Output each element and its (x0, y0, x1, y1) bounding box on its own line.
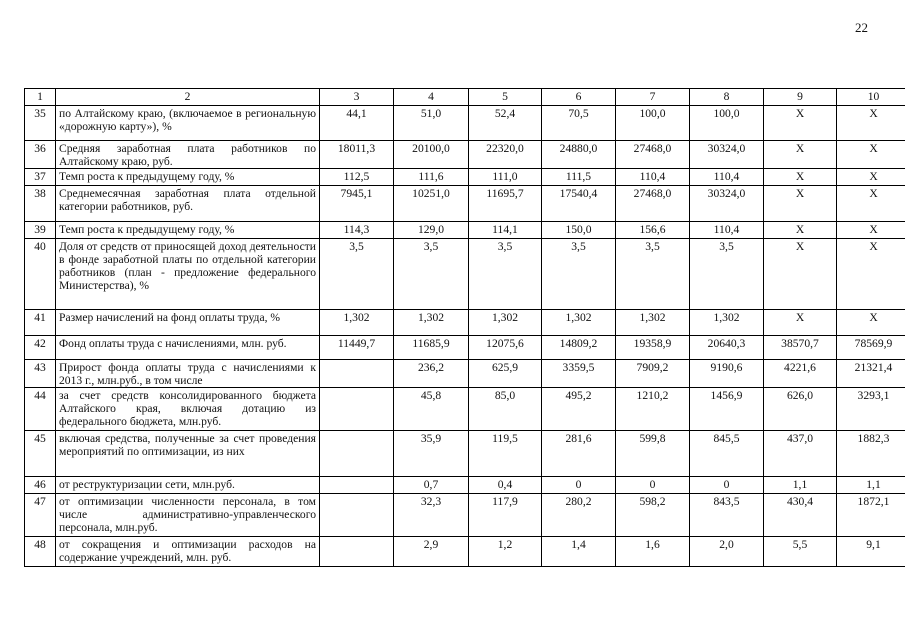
value-cell: 119,5 (469, 431, 542, 477)
value-cell: 30324,0 (690, 141, 764, 169)
column-header: 10 (837, 89, 905, 106)
value-cell: X (837, 106, 905, 141)
table-row (25, 360, 905, 388)
value-cell: X (837, 141, 905, 169)
value-cell: 35,9 (394, 431, 469, 477)
value-cell: 437,0 (764, 431, 837, 477)
value-cell: 3293,1 (837, 388, 905, 431)
value-cell: 10251,0 (394, 186, 469, 222)
value-cell: 281,6 (542, 431, 616, 477)
value-cell: 1,302 (690, 310, 764, 336)
value-cell: X (764, 106, 837, 141)
row-number: 48 (25, 537, 56, 567)
value-cell: 12075,6 (469, 336, 542, 360)
value-cell: 110,4 (616, 169, 690, 186)
value-cell: 626,0 (764, 388, 837, 431)
value-cell: 150,0 (542, 222, 616, 239)
row-label: от реструктуризации сети, млн.руб. (56, 477, 320, 494)
data-table (24, 88, 905, 567)
table-row (25, 477, 905, 494)
value-cell: 17540,4 (542, 186, 616, 222)
value-cell: X (837, 169, 905, 186)
value-cell: 1,302 (394, 310, 469, 336)
row-number: 36 (25, 141, 56, 169)
table-row (25, 239, 905, 310)
table-row (25, 431, 905, 477)
row-number: 44 (25, 388, 56, 431)
value-cell: 0,7 (394, 477, 469, 494)
value-cell: 9190,6 (690, 360, 764, 388)
value-cell: 599,8 (616, 431, 690, 477)
table-row (25, 336, 905, 360)
value-cell: 0 (616, 477, 690, 494)
value-cell (320, 431, 394, 477)
value-cell: 30324,0 (690, 186, 764, 222)
value-cell: 598,2 (616, 494, 690, 537)
row-number: 35 (25, 106, 56, 141)
value-cell: 20640,3 (690, 336, 764, 360)
table-row (25, 222, 905, 239)
column-header: 6 (542, 89, 616, 106)
row-label: Темп роста к предыдущему году, % (56, 222, 320, 239)
value-cell: 52,4 (469, 106, 542, 141)
value-cell: 85,0 (469, 388, 542, 431)
value-cell: X (764, 186, 837, 222)
value-cell: 78569,9 (837, 336, 905, 360)
value-cell: 1,4 (542, 537, 616, 567)
row-label: от оптимизации численности персонала, в том числе административно-управленческого персонала, млн.руб. (56, 494, 320, 537)
value-cell: 111,5 (542, 169, 616, 186)
value-cell: 0,4 (469, 477, 542, 494)
table-row (25, 106, 905, 141)
value-cell: 117,9 (469, 494, 542, 537)
table-row (25, 310, 905, 336)
value-cell: 1,6 (616, 537, 690, 567)
value-cell: X (837, 310, 905, 336)
value-cell: 14809,2 (542, 336, 616, 360)
value-cell: 38570,7 (764, 336, 837, 360)
value-cell: 22320,0 (469, 141, 542, 169)
row-number: 40 (25, 239, 56, 310)
value-cell: 430,4 (764, 494, 837, 537)
value-cell: 3,5 (469, 239, 542, 310)
row-number: 45 (25, 431, 56, 477)
column-header: 4 (394, 89, 469, 106)
value-cell: 845,5 (690, 431, 764, 477)
value-cell: 3,5 (616, 239, 690, 310)
value-cell: 1,1 (764, 477, 837, 494)
value-cell: X (764, 222, 837, 239)
value-cell: 11695,7 (469, 186, 542, 222)
table-row (25, 169, 905, 186)
row-label: Темп роста к предыдущему году, % (56, 169, 320, 186)
value-cell: 112,5 (320, 169, 394, 186)
row-label: Доля от средств от приносящей доход деятельности в фонде заработной платы по отдельной категории работников (план - предложение федерального Министерства), % (56, 239, 320, 310)
value-cell: 27468,0 (616, 141, 690, 169)
value-cell: 11449,7 (320, 336, 394, 360)
value-cell (320, 537, 394, 567)
value-cell: 1,1 (837, 477, 905, 494)
value-cell: 21321,4 (837, 360, 905, 388)
row-number: 42 (25, 336, 56, 360)
value-cell: 4221,6 (764, 360, 837, 388)
column-header: 1 (25, 89, 56, 106)
value-cell: 3,5 (394, 239, 469, 310)
column-header: 8 (690, 89, 764, 106)
value-cell: 1,302 (542, 310, 616, 336)
value-cell: 110,4 (690, 169, 764, 186)
table-row (25, 388, 905, 431)
value-cell: 3359,5 (542, 360, 616, 388)
value-cell: 114,1 (469, 222, 542, 239)
value-cell: 0 (542, 477, 616, 494)
column-header: 7 (616, 89, 690, 106)
value-cell: 7909,2 (616, 360, 690, 388)
value-cell: 45,8 (394, 388, 469, 431)
value-cell (320, 477, 394, 494)
value-cell: 3,5 (542, 239, 616, 310)
row-label: за счет средств консолидированного бюджета Алтайского края, включая дотацию из федерального бюджета, млн.руб. (56, 388, 320, 431)
column-header: 2 (56, 89, 320, 106)
value-cell: 7945,1 (320, 186, 394, 222)
column-header-row (25, 89, 905, 106)
row-number: 37 (25, 169, 56, 186)
table-row (25, 141, 905, 169)
value-cell: X (764, 310, 837, 336)
row-number: 41 (25, 310, 56, 336)
value-cell: 3,5 (690, 239, 764, 310)
row-number: 47 (25, 494, 56, 537)
table-body (25, 89, 905, 567)
value-cell: 114,3 (320, 222, 394, 239)
row-label: от сокращения и оптимизации расходов на содержание учреждений, млн. руб. (56, 537, 320, 567)
value-cell: X (837, 186, 905, 222)
value-cell: 111,0 (469, 169, 542, 186)
value-cell: 1882,3 (837, 431, 905, 477)
value-cell: 110,4 (690, 222, 764, 239)
value-cell: X (764, 239, 837, 310)
value-cell: 5,5 (764, 537, 837, 567)
value-cell: 24880,0 (542, 141, 616, 169)
row-label: Прирост фонда оплаты труда с начислениями к 2013 г., млн.руб., в том числе (56, 360, 320, 388)
value-cell: 129,0 (394, 222, 469, 239)
value-cell: X (764, 141, 837, 169)
value-cell: 1,302 (469, 310, 542, 336)
value-cell: 9,1 (837, 537, 905, 567)
value-cell: 1210,2 (616, 388, 690, 431)
column-header: 3 (320, 89, 394, 106)
table-row (25, 186, 905, 222)
value-cell: 1,302 (320, 310, 394, 336)
value-cell (320, 388, 394, 431)
value-cell: 100,0 (690, 106, 764, 141)
value-cell (320, 494, 394, 537)
table-row (25, 537, 905, 567)
value-cell: 111,6 (394, 169, 469, 186)
row-number: 43 (25, 360, 56, 388)
page-number: 22 (855, 20, 868, 35)
column-header: 5 (469, 89, 542, 106)
value-cell: 19358,9 (616, 336, 690, 360)
value-cell: 20100,0 (394, 141, 469, 169)
column-header: 9 (764, 89, 837, 106)
value-cell: 44,1 (320, 106, 394, 141)
value-cell: 495,2 (542, 388, 616, 431)
value-cell: 2,9 (394, 537, 469, 567)
value-cell: 843,5 (690, 494, 764, 537)
value-cell: 1872,1 (837, 494, 905, 537)
row-label: Среднемесячная заработная плата отдельной категории работников, руб. (56, 186, 320, 222)
value-cell: 625,9 (469, 360, 542, 388)
table-row (25, 494, 905, 537)
row-number: 46 (25, 477, 56, 494)
row-label: по Алтайскому краю, (включаемое в региональную «дорожную карту»), % (56, 106, 320, 141)
value-cell: 0 (690, 477, 764, 494)
value-cell: 100,0 (616, 106, 690, 141)
value-cell: 236,2 (394, 360, 469, 388)
row-label: включая средства, полученные за счет проведения мероприятий по оптимизации, из них (56, 431, 320, 477)
value-cell: 51,0 (394, 106, 469, 141)
value-cell: 27468,0 (616, 186, 690, 222)
value-cell: 156,6 (616, 222, 690, 239)
value-cell: 11685,9 (394, 336, 469, 360)
value-cell: 3,5 (320, 239, 394, 310)
row-label: Средняя заработная плата работников по Алтайскому краю, руб. (56, 141, 320, 169)
row-label: Фонд оплаты труда с начислениями, млн. руб. (56, 336, 320, 360)
value-cell: 1456,9 (690, 388, 764, 431)
value-cell: X (837, 222, 905, 239)
value-cell: X (764, 169, 837, 186)
value-cell (320, 360, 394, 388)
value-cell: 32,3 (394, 494, 469, 537)
value-cell: 1,2 (469, 537, 542, 567)
value-cell: 18011,3 (320, 141, 394, 169)
row-number: 38 (25, 186, 56, 222)
value-cell: 1,302 (616, 310, 690, 336)
value-cell: 280,2 (542, 494, 616, 537)
value-cell: X (837, 239, 905, 310)
row-number: 39 (25, 222, 56, 239)
row-label: Размер начислений на фонд оплаты труда, % (56, 310, 320, 336)
value-cell: 70,5 (542, 106, 616, 141)
value-cell: 2,0 (690, 537, 764, 567)
